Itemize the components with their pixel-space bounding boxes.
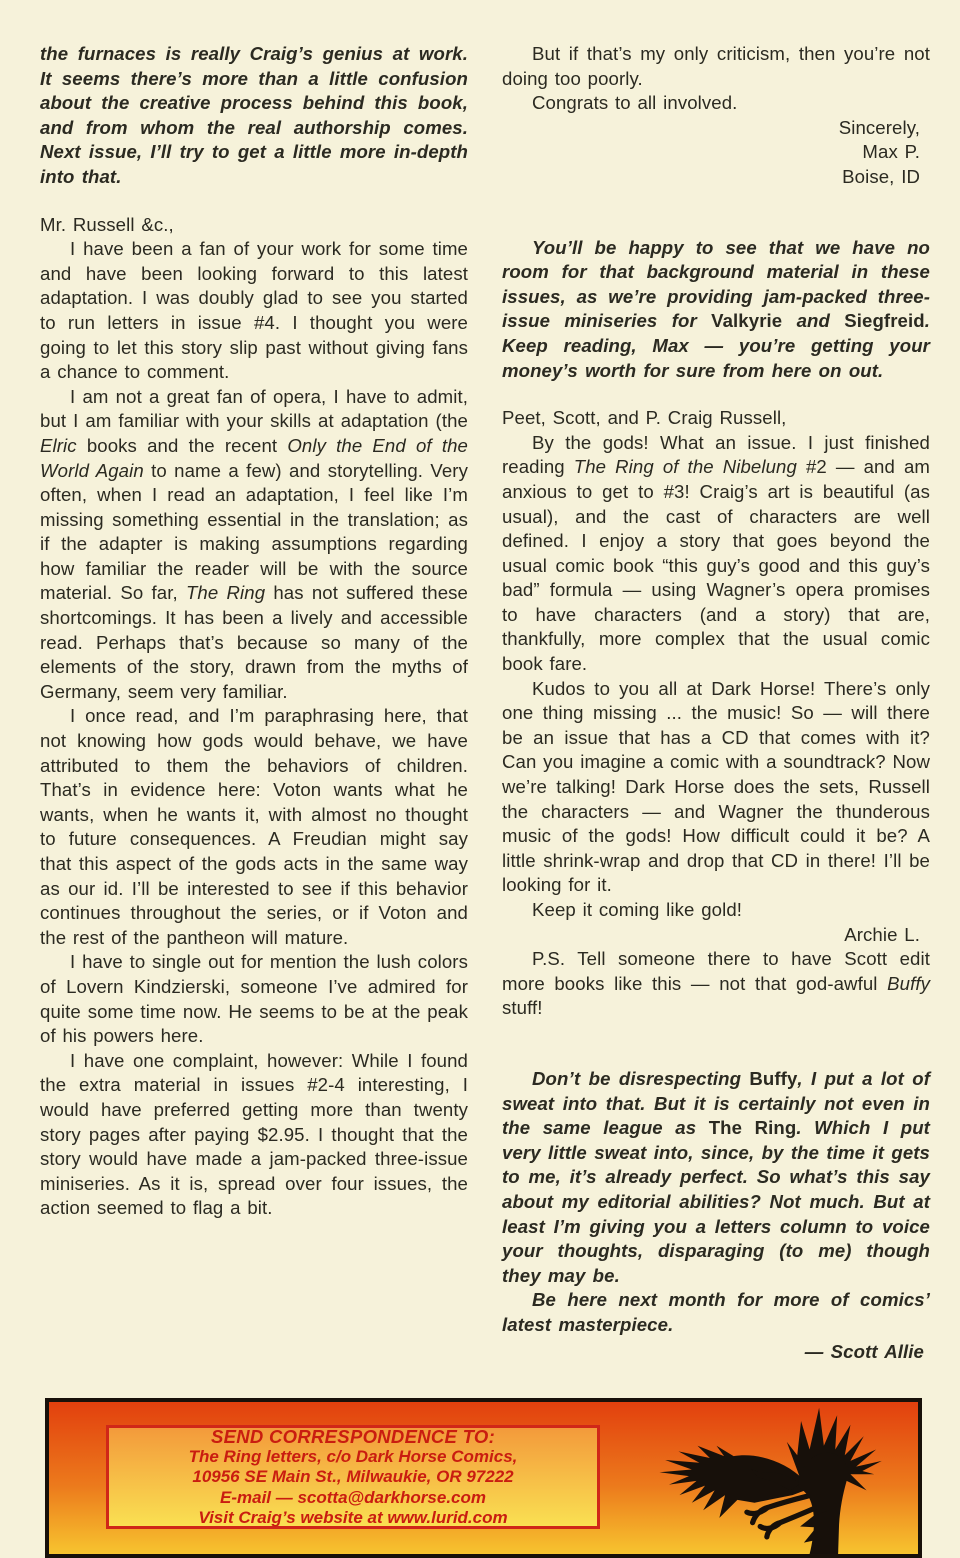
raven-silhouette-icon — [576, 1402, 916, 1554]
letter-salutation: Peet, Scott, and P. Craig Russell, — [502, 407, 787, 429]
letter-paragraph: Keep it coming like gold! — [532, 899, 743, 920]
letter-paragraph: I have been a fan of your work for some time and have been looking forward to this latest adaptation. I was doubly glad to see you started to run letters in issue #4. I thought you were going to let this story slip past without giving fans a chance to comment. — [40, 238, 468, 383]
right-column — [502, 42, 930, 1364]
letter-signature: Sincerely, — [838, 116, 920, 138]
spacer — [40, 190, 468, 213]
letter-paragraph: I am not a great fan of opera, I have to admit, but I am familiar with your skills at adaptation (the Elric books and the recent Only the End of the World Again to name a few) and storytelling. Very often, when I read an adaptation, I feel like I’m missing something essential in the translation; as if the adapter is making assumptions regarding how familiar the reader will be with the source material. So far, The Ring has not suffered these shortcomings. It has been a lively and accessible read. Perhaps that’s because so many of the elements of the story, drawn from the myths of Germany, seem very familiar. — [40, 385, 469, 702]
editorial-reply: Be here next month for more of comics’ latest masterpiece. — [502, 1289, 930, 1335]
correspondence-panel — [106, 1425, 600, 1529]
letter-paragraph: I once read, and I’m paraphrasing here, that not knowing how gods would behave, we have attributed to them the behaviors of children. That’s in evidence here: Voton wants what he wants, when he wants it, with almost no thought to future consequences. A Freudian might say that this aspect of the gods acts in the same way as our id. I’ll be interested to see if this behavior continues throughout the series, or if Voton and the rest of the pantheon will mature. — [40, 705, 468, 948]
editor-signature: — Scott Allie — [804, 1340, 924, 1362]
letter-paragraph: But if that’s my only criticism, then you’re not doing too poorly. — [502, 43, 930, 89]
correspondence-line: Visit Craig’s website at www.lurid.com — [198, 1508, 508, 1528]
correspondence-line: E-mail — scotta@darkhorse.com — [220, 1487, 486, 1507]
letter-salutation: Mr. Russell &c., — [40, 213, 174, 235]
editorial-reply: Don’t be disrespecting Buffy, I put a lot of sweat into that. But it is certainly not even in the same league as The Ring. Which I put very little sweat into, since, by the time it gets to me, it’s already perfect. So what’s this say about my editorial abilities? Not much. But at least I’m giving you a letters column to voice your thoughts, disparaging (to me) though they may be. — [502, 1067, 930, 1286]
spacer — [502, 383, 930, 406]
letter-paragraph: Kudos to you all at Dark Horse! There’s only one thing missing ... the music! So — will there be an issue that has a CD that comes with it? Can you imagine a comic with a soundtrack? Now we’re talking! Dark Horse does the sets, Russell the characters — and Wagner the thunderous music of the gods! How difficult could it be? A little shrink-wrap and drop that CD in there! I’ll be looking for it. — [502, 677, 930, 896]
correspondence-address — [109, 1447, 597, 1529]
correspondence-box — [45, 1398, 922, 1558]
spacer — [502, 1044, 930, 1067]
letter-paragraph: I have to single out for mention the lush colors of Lovern Kindzierski, someone I’ve admired for quite some time now. He seems to be at the peak of his powers here. — [40, 951, 468, 1047]
spacer — [502, 1021, 930, 1044]
editorial-note: the furnaces is really Craig’s genius at work. It seems there’s more than a little confusion about the creative process behind this book, and from whom the real authorship comes. Next issue, I’ll try to get a little more in-depth into that. — [40, 43, 468, 187]
spacer — [502, 213, 930, 236]
correspondence-heading: SEND CORRESPONDENCE TO: — [210, 1425, 496, 1447]
letter-paragraph: P.S. Tell someone there to have Scott edit more books like this — not that god-awful Buffy stuff! — [502, 948, 930, 1019]
correspondence-line: 10956 SE Main St., Milwaukie, OR 97222 — [192, 1467, 514, 1487]
correspondence-line: The Ring letters, c/o Dark Horse Comics, — [188, 1446, 518, 1466]
spacer — [502, 190, 930, 213]
letter-signature: Boise, ID — [842, 165, 920, 187]
letter-signature: Max P. — [862, 141, 920, 163]
letters-columns — [40, 42, 930, 1364]
left-column — [40, 42, 468, 1364]
letter-paragraph: By the gods! What an issue. I just finished reading The Ring of the Nibelung #2 — and am anxious to get to #3! Craig’s art is beautiful (as usual), and the cast of characters are well defined. I enjoy a story that goes beyond the usual comic book “this guy’s good and this guy’s bad” formula — using Wagner’s opera promises to have characters (and a story) that are, thankfully, more complex that the usual comic book fare. — [502, 431, 930, 675]
editorial-reply: You’ll be happy to see that we have no room for that background material in these issues, as we’re providing jam-packed three-issue miniseries for Valkyrie and Siegfreid. Keep reading, Max — you’re getting your money’s worth for sure from here on out. — [502, 236, 931, 381]
letter-signature: Archie L. — [844, 923, 920, 945]
letter-paragraph: I have one complaint, however: While I found the extra material in issues #2-4 interesting, I would have preferred getting more than twenty story pages after paying $2.95. I thought that the story would have made a jam-packed three-issue miniseries. As it is, spread over four issues, the action seemed to flag a bit. — [40, 1049, 468, 1219]
letter-paragraph: Congrats to all involved. — [532, 92, 738, 114]
